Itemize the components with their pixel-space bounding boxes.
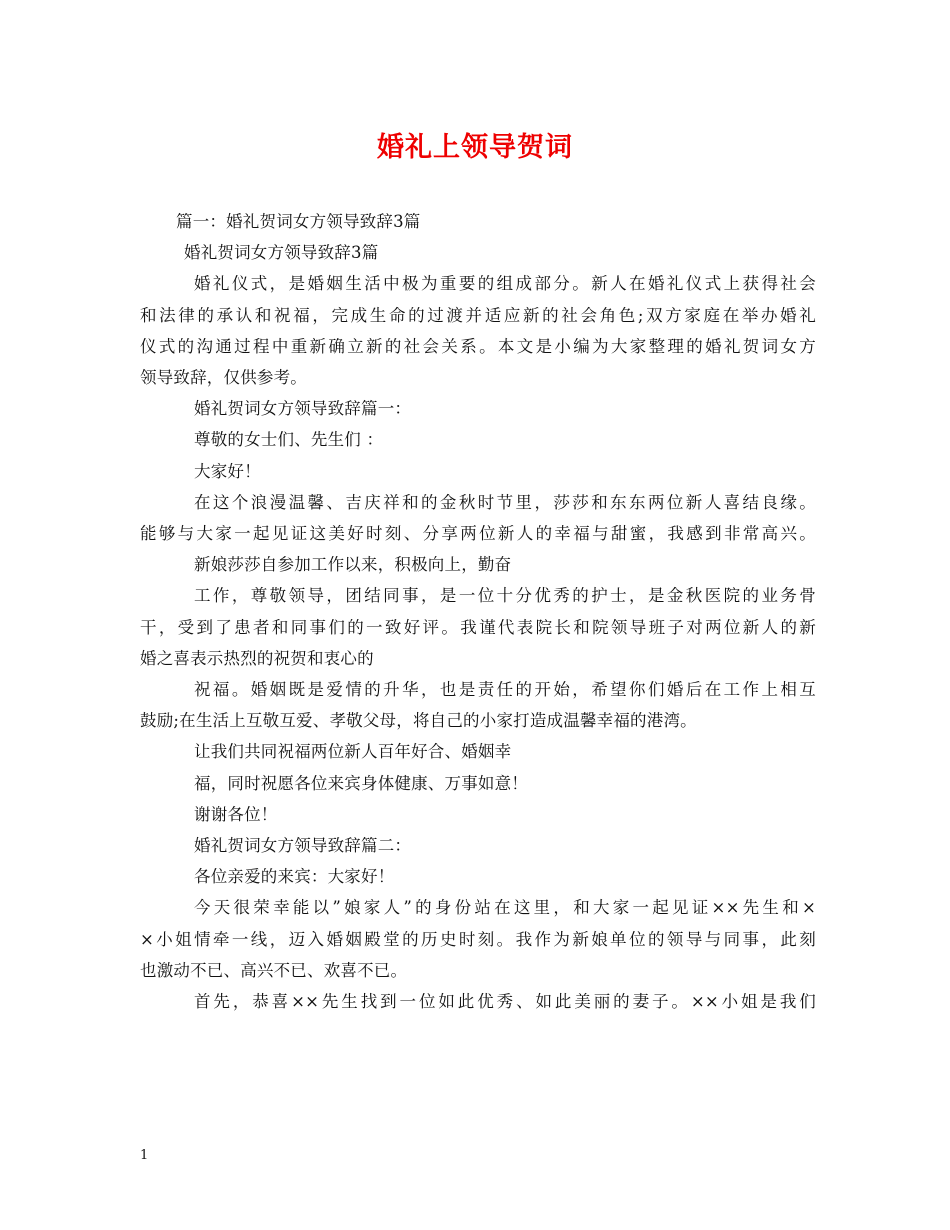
paragraph-line: 让我们共同祝福两位新人百年好合、婚姻幸: [194, 742, 512, 762]
speech-heading: 婚礼贺词女方领导致辞篇二：: [194, 836, 412, 856]
paragraph-line: ×小姐情牵一线，迈入婚姻殿堂的历史时刻。我作为新娘单位的领导与同事，此刻: [140, 929, 816, 949]
paragraph-line: 领导致辞，仅供参考。: [140, 368, 307, 388]
paragraph-line: 能够与大家一起见证这美好时刻、分享两位新人的幸福与甜蜜，我感到非常高兴。: [140, 524, 816, 544]
paragraph-line: 新娘莎莎自参加工作以来，积极向上，勤奋: [194, 555, 512, 575]
document-title: 婚礼上领导贺词: [377, 132, 573, 163]
page-number: 1: [140, 1148, 149, 1163]
paragraph-line: 也激动不已、高兴不已、欢喜不已。: [140, 960, 408, 980]
section-subheading: 婚礼贺词女方领导致辞3篇: [184, 243, 379, 263]
paragraph-line: 工作，尊敬领导，团结同事，是一位十分优秀的护士，是金秋医院的业务骨: [194, 586, 816, 606]
paragraph-line: 仪式的沟通过程中重新确立新的社会关系。本文是小编为大家整理的婚礼贺词女方: [140, 336, 816, 356]
document-body: [140, 206, 816, 1017]
paragraph-line: 祝福。婚姻既是爱情的升华，也是责任的开始，希望你们婚后在工作上相互: [194, 680, 816, 700]
closing-line: 谢谢各位！: [194, 804, 278, 824]
paragraph-line: 在这个浪漫温馨、吉庆祥和的金秋时节里，莎莎和东东两位新人喜结良缘。: [194, 492, 816, 512]
salutation: 各位亲爱的来宾：大家好！: [194, 867, 395, 887]
speech-heading: 婚礼贺词女方领导致辞篇一：: [194, 399, 412, 419]
paragraph-line: 婚礼仪式，是婚姻生活中极为重要的组成部分。新人在婚礼仪式上获得社会: [194, 274, 816, 294]
greeting: 大家好！: [194, 461, 261, 481]
paragraph-line: 鼓励;在生活上互敬互爱、孝敬父母，将自己的小家打造成温馨幸福的港湾。: [140, 711, 697, 731]
section-heading: 篇一：婚礼贺词女方领导致辞3篇: [176, 212, 421, 231]
paragraph-line: 干，受到了患者和同事们的一致好评。我谨代表院长和院领导班子对两位新人的新: [140, 617, 816, 637]
salutation: 尊敬的女士们、先生们 ：: [194, 430, 384, 450]
paragraph-line: 婚之喜表示热烈的祝贺和衷心的: [140, 648, 374, 668]
paragraph-line: 福，同时祝愿各位来宾身体健康、万事如意！: [194, 773, 528, 793]
paragraph-line: 今天很荣幸能以”娘家人”的身份站在这里，和大家一起见证××先生和×: [194, 898, 816, 918]
paragraph-line: 首先，恭喜××先生找到一位如此优秀、如此美丽的妻子。××小姐是我们: [194, 992, 816, 1012]
paragraph-line: 和法律的承认和祝福，完成生命的过渡并适应新的社会角色;双方家庭在举办婚礼: [140, 305, 816, 325]
